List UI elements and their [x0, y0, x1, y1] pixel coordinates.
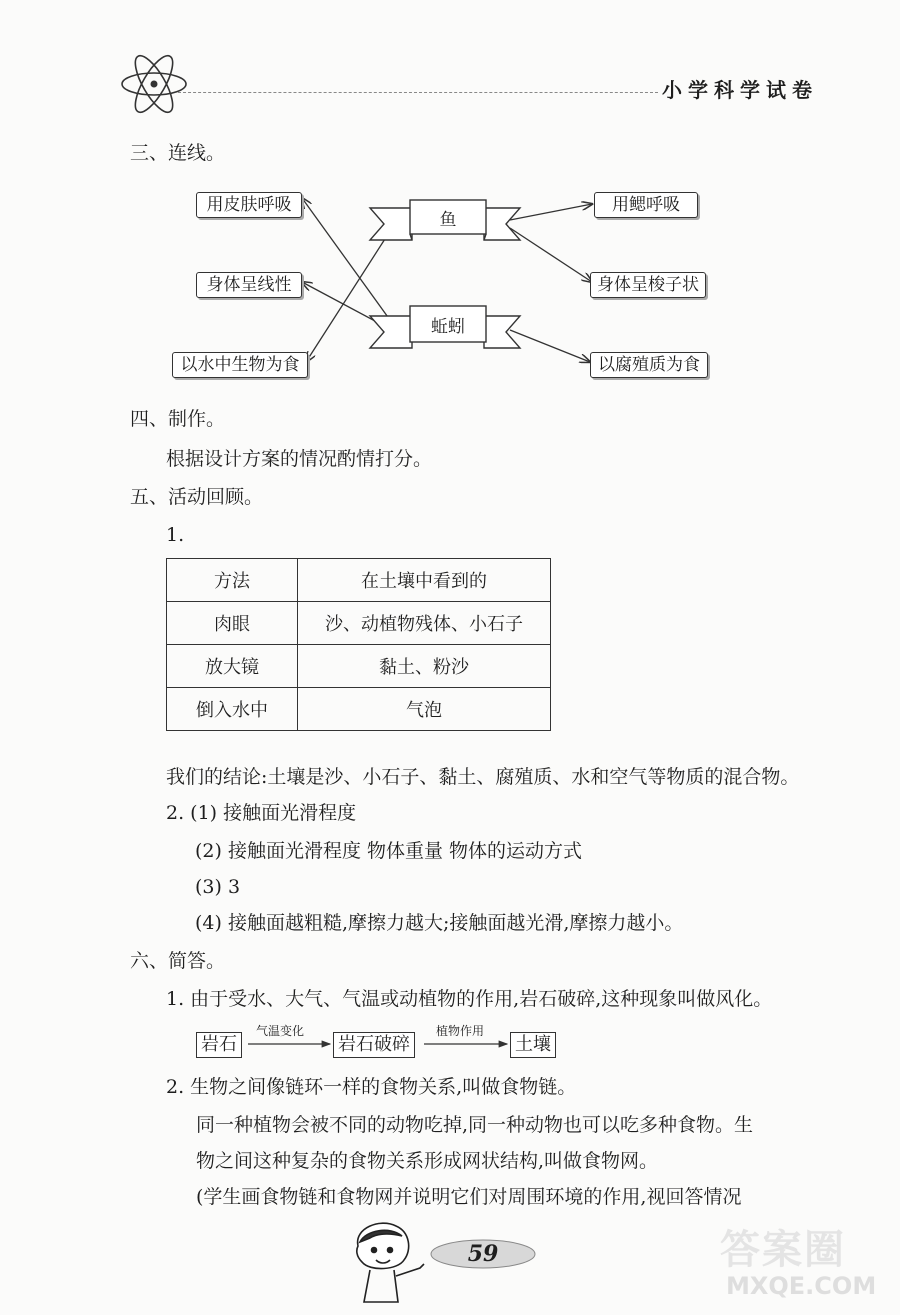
- center-item-earthworm: 蚯蚓: [431, 317, 465, 337]
- header-title: 小学科学试卷: [662, 78, 818, 102]
- cartoon-boy-icon: [340, 1216, 430, 1308]
- page-number: 59: [467, 1241, 499, 1267]
- flow-box-rock: 岩石: [196, 1032, 242, 1058]
- left-item-2: 身体呈线性: [196, 272, 302, 298]
- section5-q2-line4: (4) 接触面越粗糙,摩擦力越大;接触面越光滑,摩擦力越小。: [195, 912, 684, 934]
- table-header-method: 方法: [167, 559, 298, 602]
- section5-q2-line3: (3) 3: [195, 876, 241, 898]
- table-row: [167, 645, 551, 688]
- watermark-url: MXQE.COM: [726, 1272, 877, 1300]
- table-cell: 沙、动植物残体、小石子: [298, 602, 551, 645]
- section5-q2-line2: (2) 接触面光滑程度 物体重量 物体的运动方式: [195, 840, 583, 862]
- right-item-2: 身体呈梭子状: [590, 272, 706, 298]
- table-cell: 黏土、粉沙: [298, 645, 551, 688]
- section6-q2-line1: 2. 生物之间像链环一样的食物关系,叫做食物链。: [166, 1076, 577, 1098]
- section5-heading: 五、活动回顾。: [130, 486, 264, 508]
- section6-q2-line3: 物之间这种复杂的食物关系形成网状结构,叫做食物网。: [196, 1150, 659, 1172]
- flow-arrows: [0, 1030, 900, 1060]
- section5-q2-line1: 2. (1) 接触面光滑程度: [166, 802, 357, 824]
- table-header-observed: 在土壤中看到的: [298, 559, 551, 602]
- table-cell: 倒入水中: [167, 688, 298, 731]
- table-cell: 气泡: [298, 688, 551, 731]
- table-cell: 肉眼: [167, 602, 298, 645]
- table-header-row: [167, 559, 551, 602]
- right-item-1: 用鳃呼吸: [594, 192, 698, 218]
- section6-q2-line4: (学生画食物链和食物网并说明它们对周围环境的作用,视回答情况: [196, 1186, 742, 1208]
- table-row: [167, 688, 551, 731]
- table-row: [167, 602, 551, 645]
- section4-body: 根据设计方案的情况酌情打分。: [166, 448, 433, 470]
- flow-box-soil: 土壤: [510, 1032, 556, 1058]
- left-item-3: 以水中生物为食: [172, 352, 308, 378]
- left-item-1: 用皮肤呼吸: [196, 192, 302, 218]
- section4-heading: 四、制作。: [130, 408, 226, 430]
- table-cell: 放大镜: [167, 645, 298, 688]
- right-item-3: 以腐殖质为食: [590, 352, 708, 378]
- section5-conclusion: 我们的结论:土壤是沙、小石子、黏土、腐殖质、水和空气等物质的混合物。: [166, 766, 800, 788]
- flow-box-broken-rock: 岩石破碎: [333, 1032, 415, 1058]
- section6-q1: 1. 由于受水、大气、气温或动植物的作用,岩石破碎,这种现象叫做风化。: [166, 988, 773, 1010]
- center-item-fish: 鱼: [439, 210, 457, 230]
- section6-q2-line2: 同一种植物会被不同的动物吃掉,同一种动物也可以吃多种食物。生: [196, 1114, 754, 1136]
- section5-q1-label: 1.: [166, 524, 185, 546]
- flow-arrow1-label: 气温变化: [256, 1024, 305, 1038]
- flow-arrow2-label: 植物作用: [436, 1024, 485, 1038]
- section3-heading: 三、连线。: [130, 142, 226, 164]
- section6-heading: 六、简答。: [130, 950, 226, 972]
- watermark-logo: 答案圈: [720, 1226, 846, 1273]
- soil-observation-table: [166, 558, 551, 731]
